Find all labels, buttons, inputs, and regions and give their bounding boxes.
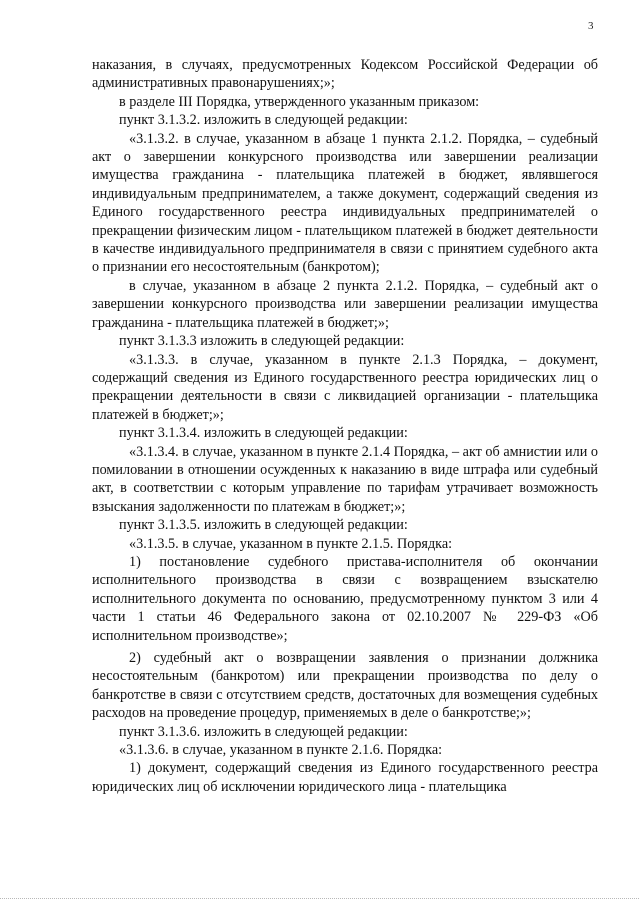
paragraph: «3.1.3.4. в случае, указанном в пункте 2.1.4 Порядка, – акт об амнистии или о помиловании в отношении осужденных к наказанию в виде штрафа или судебный акт, в соответствии с которым управление по тарифам утрачивает возможность взыскания задолженности по платежам в бюджет;»; bbox=[92, 443, 598, 515]
page-number: 3 bbox=[588, 20, 594, 32]
paragraph: «3.1.3.6. в случае, указанном в пункте 2.1.6. Порядка: bbox=[119, 742, 443, 759]
paragraph: в разделе III Порядка, утвержденного указанным приказом: bbox=[119, 93, 480, 110]
paragraph: 2) судебный акт о возвращении заявления о признании должника несостоятельным (банкротом) или прекращении производства по делу о банкротстве в связи с отсутствием средств, достаточных для возмещения судебных расходов на проведение процедур, применяемых в деле о банкротстве;»; bbox=[92, 650, 598, 722]
paragraph: пункт 3.1.3.4. изложить в следующей редакции: bbox=[119, 425, 408, 442]
document-body bbox=[92, 56, 598, 796]
paragraph: «3.1.3.3. в случае, указанном в пункте 2.1.3 Порядка, – документ, содержащий сведения из Единого государственного реестра юридических лиц о прекращении деятельности в связи с ликвидацией организации - плательщика платежей в бюджет;»; bbox=[92, 351, 598, 423]
paragraph: 1) документ, содержащий сведения из Единого государственного реестра юридических лиц об исключении юридического лица - плательщика bbox=[92, 760, 598, 795]
paragraph: «3.1.3.2. в случае, указанном в абзаце 1 пункта 2.1.2. Порядка, – судебный акт о завершении конкурсного производства или завершении реализации имущества гражданина - плательщика платежей в бюджет, являвшегося индивидуальным предпринимателем, а также документ, содержащий сведения из Единого государственного реестра индивидуальных предпринимателей о прекращении физическим лицом - плательщиком платежей в бюджет деятельности в качестве индивидуального предпринимателя в связи с принятием судебного акта о признании его несостоятельным (банкротом); bbox=[92, 130, 598, 276]
paragraph: наказания, в случаях, предусмотренных Кодексом Российской Федерации об административных правонарушениях;»; bbox=[92, 57, 598, 92]
paragraph: пункт 3.1.3.2. изложить в следующей редакции: bbox=[119, 112, 408, 129]
scan-edge-divider bbox=[0, 898, 639, 899]
paragraph: 1) постановление судебного пристава-исполнителя об окончании исполнительного производства в связи с возвращением взыскателю исполнительного документа по основанию, предусмотренному пунктом 3 или 4 части 1 статьи 46 Федерального закона от 02.10.2007 № 229-ФЗ «Об исполнительном производстве»; bbox=[92, 553, 598, 644]
paragraph: пункт 3.1.3.6. изложить в следующей редакции: bbox=[119, 723, 408, 740]
paragraph: «3.1.3.5. в случае, указанном в пункте 2.1.5. Порядка: bbox=[129, 535, 453, 552]
paragraph: в случае, указанном в абзаце 2 пункта 2.1.2. Порядка, – судебный акт о завершении конкурсного производства или завершении реализации имущества гражданина - плательщика платежей в бюджет;»; bbox=[92, 277, 598, 331]
paragraph: пункт 3.1.3.3 изложить в следующей редакции: bbox=[119, 333, 405, 350]
paragraph: пункт 3.1.3.5. изложить в следующей редакции: bbox=[119, 517, 408, 534]
